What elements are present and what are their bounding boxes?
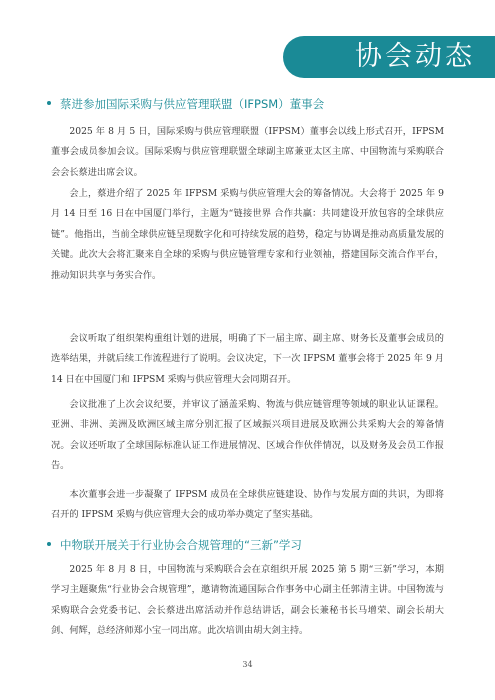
page-title: 协会动态 — [355, 41, 475, 72]
page-number: 34 — [242, 660, 253, 669]
paragraph: 会议听取了组织架构重组计划的进展，明确了下一届主席、副主席、财务长及董事会成员的选举结果，并就后续工作流程进行了说明。会议决定，下一次 IFPSM 董事会将于 2025 年 9 月 14 日在中国厦门和 IFPSM 采购与供应管理大会同期召开。 — [51, 333, 444, 385]
paragraph: 本次董事会进一步凝聚了 IFPSM 成员在全球供应链建设、协作与发展方面的共识，为即将召开的 IFPSM 采购与供应管理大会的成功举办奠定了坚实基础。 — [51, 489, 444, 521]
paragraph: 2025 年 8 月 5 日，国际采购与供应管理联盟（IFPSM）董事会以线上形式召开，IFPSM 董事会成员参加会议。国际采购与供应管理联盟全球副主席兼亚太区主席、中国物流与采购联合会会长蔡进出席会议。 — [51, 126, 444, 178]
bullet-icon — [47, 101, 51, 105]
header-band — [283, 36, 495, 78]
section-title-sanxin: 中物联开展关于行业协会合规管理的“三新”学习 — [60, 537, 302, 553]
bullet-icon — [47, 542, 51, 546]
paragraph: 会议批准了上次会议纪要，并审议了涵盖采购、物流与供应链管理等领域的职业认证课程。亚洲、非洲、美洲及欧洲区域主席分别汇报了区域振兴项目进展及欧洲公共采购大会的筹备情况。会议还听取了全球国际标准认证工作进展情况、区域合作伙伴情况，以及财务及会员工作报告。 — [51, 399, 444, 472]
paragraph: 2025 年 8 月 8 日，中国物流与采购联合会在京组织开展 2025 第 5 期“三新”学习，本期学习主题聚焦“行业协会合规管理”，邀请物流通国际合作事务中心副主任郭清主讲。中国物流与采购联合会党委书记、会长蔡进出席活动并作总结讲话，副会长兼秘书长马增荣、副会长胡大剑、何辉，总经济师郑小宝一同出席。此次培训由胡大剑主持。 — [51, 564, 444, 637]
section-title-ifpsm: 蔡进参加国际采购与供应管理联盟（IFPSM）董事会 — [60, 96, 324, 112]
paragraph: 会上，蔡进介绍了 2025 年 IFPSM 采购与供应管理大会的筹备情况。大会将于 2025 年 9 月 14 日至 16 日在中国厦门举行，主题为“链接世界 合作共赢：共同建设开放包容的全球供应链”。他指出，当前全球供应链呈现数字化和可持续发展的趋势，稳定与协调是推动高质量发展的关键。此次大会将汇聚来自全球的采购与供应链管理专家和行业领袖，搭建国际交流合作平台，推动知识共享与务实合作。 — [51, 188, 444, 281]
